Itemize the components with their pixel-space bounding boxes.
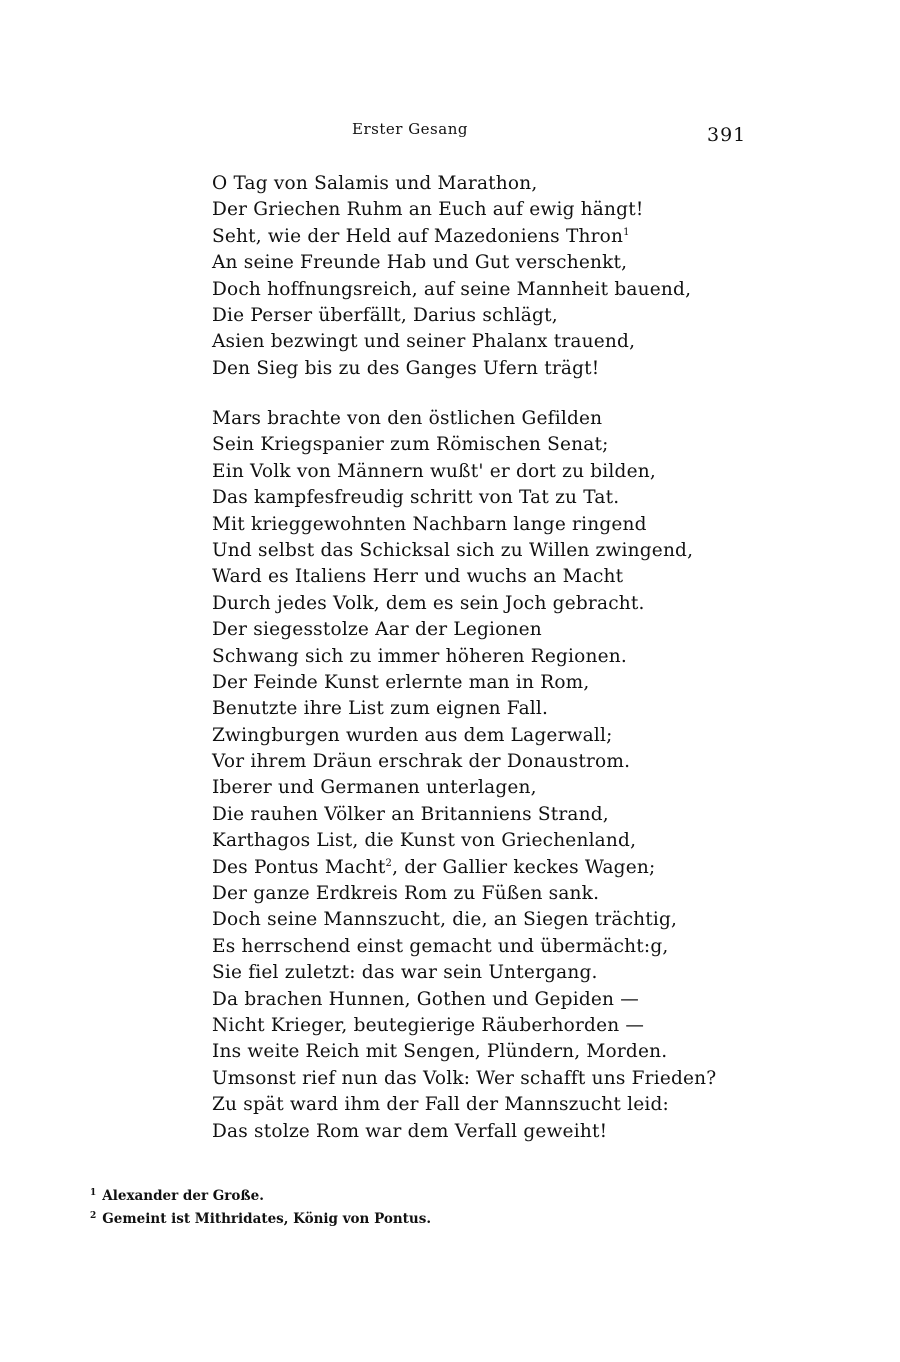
verse-line: Der siegesstolze Aar der Legionen [212, 619, 542, 641]
verse-line: Ins weite Reich mit Sengen, Plündern, Morden. [212, 1041, 668, 1063]
verse-line: Mars brachte von den östlichen Gefilden [212, 408, 603, 429]
verse-line: An seine Freunde Hab und Gut verschenkt, [212, 252, 628, 274]
verse-line: Ein Volk von Männern wußt' er dort zu bilden, [212, 460, 656, 482]
footnote-reference: 2 [385, 857, 393, 869]
verse-line: Doch seine Mannszucht, die, an Siegen trächtig, [212, 909, 678, 931]
running-head: Erster Gesang [352, 120, 468, 138]
verse-line: Das stolze Rom war dem Verfall geweiht! [212, 1120, 608, 1142]
footnote [90, 1208, 431, 1231]
verse-line: Doch hoffnungsreich, auf seine Mannheit bauend, [212, 278, 692, 300]
footnote-marker: 2 [90, 1211, 97, 1221]
verse-line: Des Pontus Macht$^2$, der Gallier keckes Wagen; [212, 856, 656, 878]
verse-line: Und selbst das Schicksal sich zu Willen zwingend, [212, 539, 694, 561]
verse-line: Schwang sich zu immer höheren Regionen. [212, 645, 627, 667]
stanza-1 [212, 171, 691, 382]
verse-line: Sein Kriegspanier zum Römischen Senat; [212, 434, 609, 456]
verse-line: Zwingburgen wurden aus dem Lagerwall; [212, 724, 613, 746]
footnote-reference: 1 [623, 226, 630, 238]
footnote-text: Gemeint ist Mithridates, König von Pontus. [102, 1211, 432, 1227]
footnote [90, 1185, 431, 1208]
verse-line: Iberer und Germanen unterlagen, [212, 777, 537, 799]
verse-line: Es herrschend einst gemacht und übermächt:g, [212, 935, 669, 957]
verse-line: Die Perser überfällt, Darius schlägt, [212, 304, 558, 326]
verse-line: Umsonst rief nun das Volk: Wer schafft uns Frieden? [212, 1067, 717, 1089]
verse-line: Der Feinde Kunst erlernte man in Rom, [212, 671, 590, 693]
verse-line: Sie fiel zuletzt: das war sein Untergang. [212, 962, 598, 984]
footnote-marker: 1 [90, 1188, 97, 1198]
stanza-2 [212, 406, 716, 1145]
verse-line: Die rauhen Völker an Britanniens Strand, [212, 803, 609, 825]
verse-line: Ward es Italiens Herr und wuchs an Macht [212, 566, 624, 588]
verse-line: O Tag von Salamis und Marathon, [212, 173, 538, 194]
verse-line: Mit krieggewohnten Nachbarn lange ringend [212, 513, 647, 535]
verse-line: Der ganze Erdkreis Rom zu Füßen sank. [212, 883, 600, 905]
footnotes [90, 1185, 431, 1231]
verse-line: Zu spät ward ihm der Fall der Mannszucht leid: [212, 1094, 669, 1116]
footnote-text: Alexander der Große. [102, 1188, 264, 1204]
verse-line: Da brachen Hunnen, Gothen und Gepiden — [212, 988, 639, 1010]
verse-line: Das kampfesfreudig schritt von Tat zu Tat. [212, 487, 620, 509]
verse-line: Der Griechen Ruhm an Euch auf ewig hängt! [212, 199, 644, 221]
verse-line: Karthagos List, die Kunst von Griechenland, [212, 830, 637, 852]
verse-line: Den Sieg bis zu des Ganges Ufern trägt! [212, 357, 600, 379]
verse-line: Nicht Krieger, beutegierige Räuberhorden — [212, 1014, 645, 1036]
verse-line: Benutzte ihre List zum eignen Fall. [212, 698, 549, 720]
verse-line: Asien bezwingt und seiner Phalanx trauend, [212, 331, 636, 353]
verse-line: Durch jedes Volk, dem es sein Joch gebracht. [212, 592, 645, 614]
verse-line: Vor ihrem Dräun erschrak der Donaustrom. [212, 751, 631, 773]
verse-line: Seht, wie der Held auf Mazedoniens Thron$^1$ [212, 225, 630, 247]
page-number: 391 [707, 124, 747, 146]
